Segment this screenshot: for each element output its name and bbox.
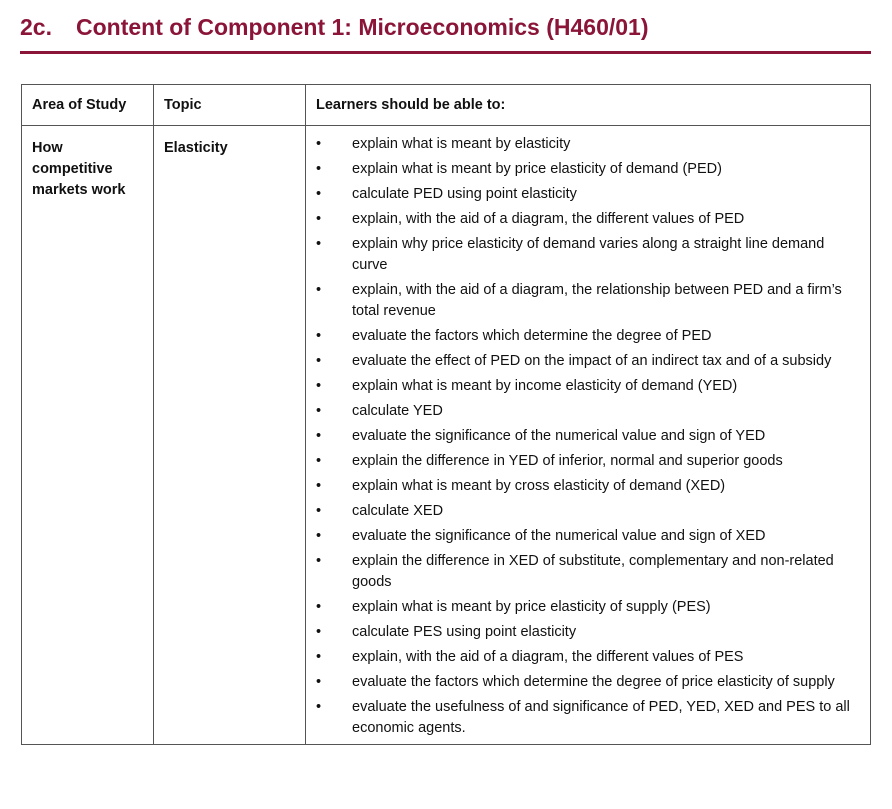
bullet-icon: • [316,211,322,227]
list-item [316,501,862,522]
list-item [316,551,862,593]
list-item [316,234,862,276]
outcome-text: evaluate the usefulness of and significance of PED, YED, XED and PES to all economic agents. [352,699,850,736]
outcome-text: evaluate the factors which determine the degree of price elasticity of supply [352,674,835,690]
list-item [316,326,862,347]
outcome-text: explain, with the aid of a diagram, the relationship between PED and a firm’s total revenue [352,282,842,319]
bullet-icon: • [316,699,322,715]
bullet-icon: • [316,282,322,298]
list-item [316,597,862,618]
outcome-text: explain, with the aid of a diagram, the different values of PES [352,649,744,665]
list-item [316,476,862,497]
outcome-text: explain the difference in YED of inferior, normal and superior goods [352,453,783,469]
outcome-text: evaluate the effect of PED on the impact of an indirect tax and of a subsidy [352,353,832,369]
outcome-text: explain what is meant by price elasticity of demand (PED) [352,161,722,177]
bullet-icon: • [316,478,322,494]
outcome-text: explain the difference in XED of substitute, complementary and non-related goods [352,553,834,590]
list-item [316,672,862,693]
bullet-icon: • [316,649,322,665]
bullet-icon: • [316,528,322,544]
list-item [316,526,862,547]
list-item [316,401,862,422]
topic-cell: Elasticity [154,126,306,745]
outcome-text: explain, with the aid of a diagram, the different values of PED [352,211,745,227]
section-heading [20,14,649,41]
list-item [316,376,862,397]
bullet-icon: • [316,186,322,202]
bullet-icon: • [316,428,322,444]
outcome-text: calculate XED [352,503,444,519]
bullet-icon: • [316,328,322,344]
bullet-icon: • [316,599,322,615]
learning-outcomes-list [316,134,862,739]
section-number: 2c. [20,14,52,40]
bullet-icon: • [316,403,322,419]
outcome-text: evaluate the significance of the numerical value and sign of YED [352,428,766,444]
table-header-row [22,85,871,126]
list-item [316,159,862,180]
list-item [316,184,862,205]
outcome-text: explain what is meant by elasticity [352,136,571,152]
column-header-learners: Learners should be able to: [306,85,871,126]
outcome-text: explain what is meant by income elasticity of demand (YED) [352,378,738,394]
bullet-icon: • [316,674,322,690]
list-item [316,451,862,472]
outcome-text: explain why price elasticity of demand varies along a straight line demand curve [352,236,825,273]
outcome-text: calculate PES using point elasticity [352,624,577,640]
list-item [316,647,862,668]
list-item [316,351,862,372]
bullet-icon: • [316,353,322,369]
outcome-text: explain what is meant by price elasticity of supply (PES) [352,599,711,615]
list-item [316,426,862,447]
bullet-icon: • [316,236,322,252]
list-item [316,622,862,643]
bullet-icon: • [316,136,322,152]
list-item [316,209,862,230]
bullet-icon: • [316,553,322,569]
bullet-icon: • [316,161,322,177]
outcome-text: calculate PED using point elasticity [352,186,577,202]
outcome-text: explain what is meant by cross elasticity of demand (XED) [352,478,726,494]
column-header-area: Area of Study [22,85,154,126]
list-item [316,280,862,322]
outcomes-cell [306,126,871,745]
column-header-topic: Topic [154,85,306,126]
bullet-icon: • [316,624,322,640]
list-item [316,134,862,155]
list-item [316,697,862,739]
outcome-text: evaluate the significance of the numerical value and sign of XED [352,528,766,544]
bullet-icon: • [316,453,322,469]
section-title: Content of Component 1: Microeconomics (H460/01) [76,14,649,40]
area-of-study-cell: How competitive markets work [22,126,154,745]
heading-rule [20,51,871,54]
content-table [21,84,871,745]
bullet-icon: • [316,503,322,519]
outcome-text: calculate YED [352,403,443,419]
outcome-text: evaluate the factors which determine the degree of PED [352,328,712,344]
table-row [22,126,871,745]
bullet-icon: • [316,378,322,394]
